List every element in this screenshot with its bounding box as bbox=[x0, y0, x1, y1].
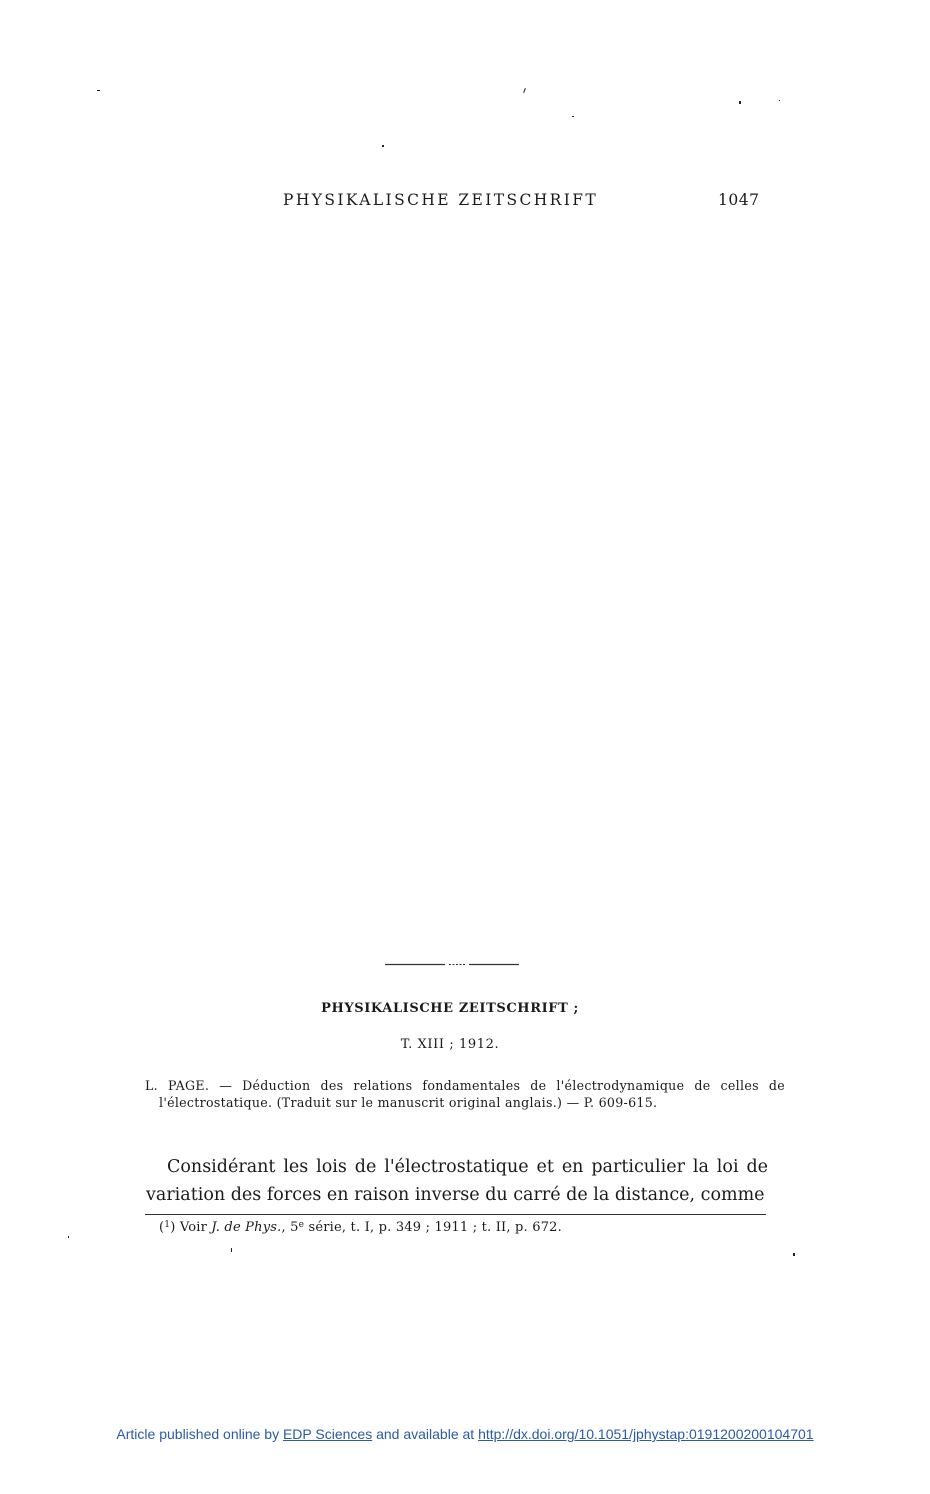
footnote-journal: J. de Phys. bbox=[211, 1220, 282, 1235]
scan-speck bbox=[779, 100, 780, 101]
footnote-ref-end: série, t. I, p. 349 ; 1911 ; t. II, p. 672. bbox=[304, 1220, 562, 1235]
running-head: PHYSIKALISCHE ZEITSCHRIFT bbox=[283, 191, 599, 209]
scan-speck bbox=[523, 88, 526, 93]
section-separator-ornament bbox=[385, 963, 519, 966]
scan-speck bbox=[382, 145, 384, 147]
scan-speck bbox=[68, 1236, 69, 1238]
journal-title: PHYSIKALISCHE ZEITSCHRIFT ; bbox=[321, 1001, 579, 1016]
footnote-series-sup: e bbox=[298, 1220, 305, 1230]
footnote: ($^1$) Voir J. de Phys., 5e série, t. I, p. 349 ; 1911 ; t. II, p. 672. bbox=[159, 1220, 562, 1235]
page-number: 1047 bbox=[718, 191, 760, 209]
scan-speck bbox=[739, 101, 741, 104]
scan-speck bbox=[97, 90, 100, 91]
footnote-before: Voir bbox=[179, 1220, 212, 1235]
publisher-link[interactable]: EDP Sciences bbox=[282, 1426, 373, 1442]
publication-prefix: Article published online by bbox=[116, 1426, 283, 1442]
publication-note bbox=[0, 1426, 930, 1442]
body-paragraph: Considérant les lois de l'électrostatique et en particulier la loi de variation des forces en raison inverse du carré de la distance, comme bbox=[146, 1157, 768, 1205]
footnote-ref-start: , 5 bbox=[281, 1220, 299, 1235]
volume-year: T. XIII ; 1912. bbox=[400, 1037, 500, 1052]
scan-speck bbox=[572, 116, 574, 117]
footnote-rule bbox=[145, 1214, 766, 1215]
scan-speck bbox=[793, 1253, 795, 1256]
scan-speck bbox=[231, 1248, 232, 1252]
publication-middle: and available at bbox=[372, 1426, 479, 1442]
doi-link[interactable]: http://dx.doi.org/10.1051/jphystap:0191200200104701 bbox=[478, 1426, 814, 1442]
article-abstract: L. PAGE. — Déduction des relations fondamentales de l'électrodynamique de celles de l'électrostatique. (Traduit sur le manuscrit original anglais.) — P. 609-615. bbox=[145, 1078, 785, 1110]
footnote-marker: 1 bbox=[164, 1220, 171, 1230]
